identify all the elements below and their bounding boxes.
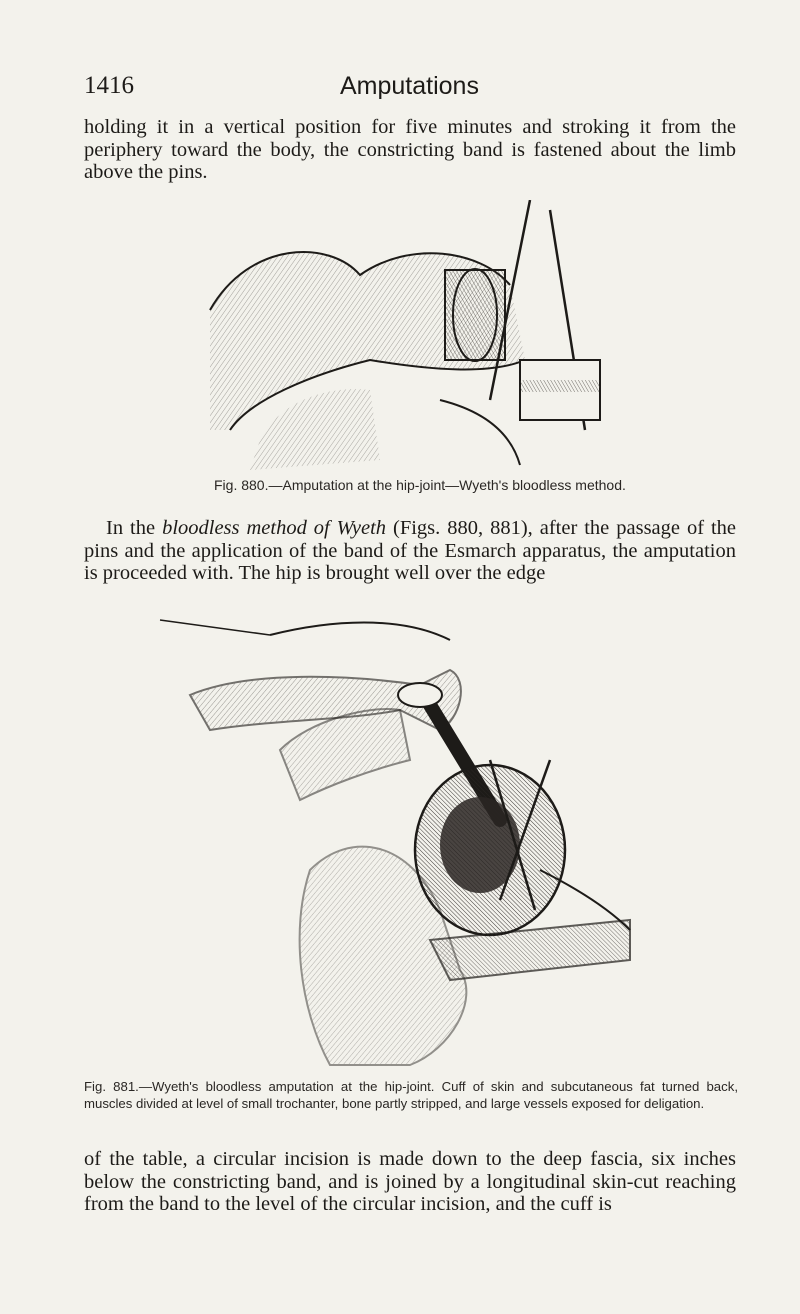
- paragraph-middle: [84, 517, 736, 585]
- paragraph-middle-intro: In the: [106, 517, 156, 539]
- figure-881-illustration: [150, 610, 640, 1070]
- paragraph-middle-rest: (Figs. 880, 881), after the passage of the pins and the application of the band of the Esmarch apparatus, the amputation is proceeded with. The hip is brought well over the edge: [84, 517, 737, 584]
- page-header: [0, 70, 800, 106]
- figure-881-caption: Fig. 881.—Wyeth's bloodless amputation at the hip-joint. Cuff of skin and subcutaneous fat turned back, muscles divided at level of small trochanter, bone partly stripped, and large vessels exposed for deligation.: [84, 1079, 738, 1111]
- paragraph-bottom: of the table, a circular incision is made down to the deep fascia, six inches below the constricting band, and is joined by a longitudinal skin-cut reaching from the band to the level of the circular incision, and the cuff is: [84, 1148, 736, 1215]
- page-number: 1416: [84, 72, 134, 99]
- paragraph-middle-italic: bloodless method of Wyeth: [162, 517, 387, 539]
- figure-880-caption: Fig. 880.—Amputation at the hip-joint—Wyeth's bloodless method.: [214, 477, 626, 493]
- paragraph-top: holding it in a vertical position for five minutes and stroking it from the periphery toward the body, the constricting band is fastened about the limb above the pins.: [84, 116, 736, 183]
- running-title: Amputations: [340, 72, 479, 100]
- figure-880-illustration: [190, 200, 610, 470]
